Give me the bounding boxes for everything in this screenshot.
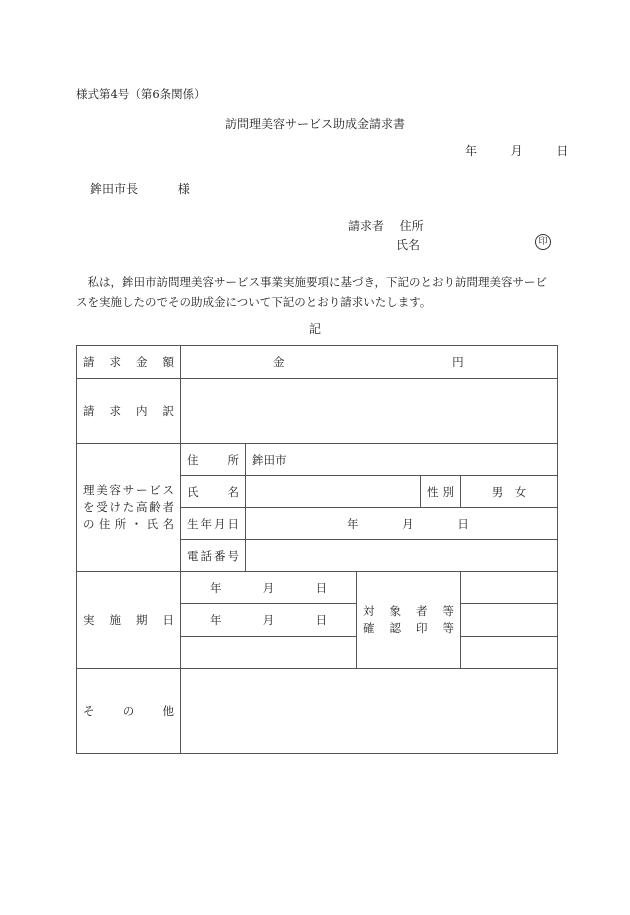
confirm-seal-3[interactable]: [461, 637, 558, 669]
recipient-address-label: 住所: [181, 444, 246, 476]
amount-label: 請求金額: [77, 346, 181, 379]
honorific: 様: [177, 182, 190, 196]
recipient-name-value[interactable]: [246, 476, 421, 508]
period-row-1: [77, 572, 558, 604]
period-2-year: 年: [209, 613, 222, 627]
date-year-label: 年: [465, 144, 478, 158]
recipient-address-value[interactable]: 鉾田市: [246, 444, 558, 476]
amount-cell[interactable]: [181, 346, 558, 379]
amount-unit: 円: [452, 355, 464, 369]
breakdown-row: [77, 379, 558, 444]
period-label: 実施期日: [77, 572, 181, 669]
addressee-name: 鉾田市長: [90, 182, 139, 196]
period-date-1[interactable]: [181, 572, 357, 604]
seal-mark: 印: [535, 234, 551, 250]
recipient-label-line-3: の住所・氏名: [83, 517, 174, 531]
recipient-address-row: [77, 444, 558, 476]
recipient-label-line-1: 理美容サービス: [83, 483, 174, 497]
amount-prefix: 金: [273, 355, 285, 369]
period-1-month: 月: [262, 580, 275, 595]
period-date-3[interactable]: [181, 637, 357, 669]
gender-options[interactable]: 男 女: [461, 476, 558, 508]
recipient-name-label: 氏名: [181, 476, 246, 508]
period-2-month: 月: [262, 613, 275, 627]
phone-label: 電話番号: [181, 540, 246, 572]
request-statement: 私は，鉾田市訪問理美容サービス事業実施要項に基づき，下記のとおり訪問理美容サービスを実施したのでその助成金について下記のとおり請求いたします。: [76, 275, 548, 309]
requester-label: 請求者: [348, 219, 385, 233]
confirm-label: [357, 572, 461, 669]
birth-day: 日: [457, 516, 469, 531]
birthdate-value[interactable]: [246, 508, 558, 540]
confirm-seal-1[interactable]: [461, 572, 558, 604]
form-number: 様式第4号（第6条関係）: [76, 87, 206, 101]
date-day-label: 日: [556, 144, 569, 158]
requester-address-label: 住所: [399, 219, 424, 233]
period-2-day: 日: [315, 613, 328, 627]
confirm-seal-2[interactable]: [461, 604, 558, 637]
breakdown-cell[interactable]: [181, 379, 558, 444]
other-label: その他: [77, 669, 181, 754]
other-cell[interactable]: [181, 669, 558, 754]
request-table: [76, 345, 558, 754]
period-1-day: 日: [315, 580, 328, 595]
period-date-2[interactable]: [181, 604, 357, 637]
requester-address-row: [348, 217, 424, 234]
date-line: [465, 142, 568, 159]
period-1-year: 年: [209, 580, 222, 595]
recipient-label: [77, 444, 181, 572]
gender-label: 性別: [421, 476, 461, 508]
amount-row: [77, 346, 558, 379]
addressee: [90, 180, 190, 197]
requester-name-label: 氏名: [396, 238, 421, 252]
date-month-label: 月: [510, 144, 523, 158]
confirm-label-line-1: 対象者等: [363, 604, 454, 618]
birth-month: 月: [402, 516, 414, 531]
ki-heading: 記: [308, 322, 321, 336]
phone-value[interactable]: [246, 540, 558, 572]
document-title: 訪問理美容サービス助成金請求書: [224, 117, 405, 131]
recipient-label-line-2: を受けた高齢者: [83, 500, 174, 514]
birth-year: 年: [347, 516, 359, 531]
confirm-label-line-2: 確認印等: [363, 621, 454, 635]
birthdate-label: 生年月日: [181, 508, 246, 540]
breakdown-label: 請求内訳: [77, 379, 181, 444]
other-row: [77, 669, 558, 754]
